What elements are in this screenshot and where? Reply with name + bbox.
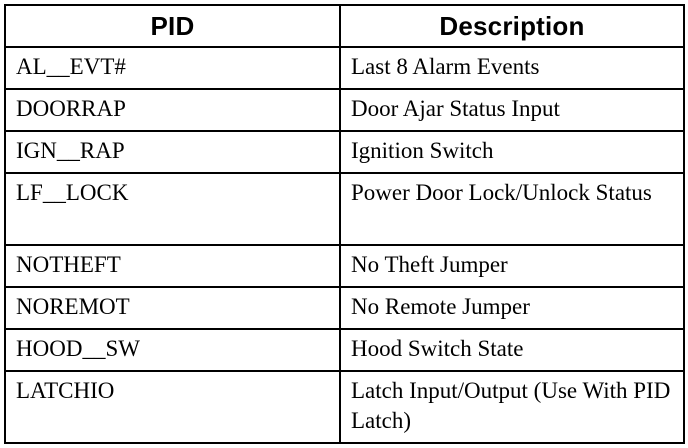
pid-description-table: [4, 4, 685, 444]
header-description: Description: [340, 5, 684, 47]
pid-cell: HOOD__SW: [5, 329, 340, 371]
pid-cell: LF__LOCK: [5, 173, 340, 245]
table-row: [5, 47, 684, 89]
pid-cell: AL__EVT#: [5, 47, 340, 89]
description-cell: Latch Input/Output (Use With PID Latch): [340, 371, 684, 443]
description-cell: Door Ajar Status Input: [340, 89, 684, 131]
description-cell: No Remote Jumper: [340, 287, 684, 329]
description-cell: No Theft Jumper: [340, 245, 684, 287]
description-cell: Power Door Lock/Unlock Status: [340, 173, 684, 245]
description-cell: Hood Switch State: [340, 329, 684, 371]
table-row: [5, 329, 684, 371]
pid-cell: NOTHEFT: [5, 245, 340, 287]
header-pid: PID: [5, 5, 340, 47]
header-row: [5, 5, 684, 47]
table-row: [5, 245, 684, 287]
pid-cell: NOREMOT: [5, 287, 340, 329]
pid-cell: DOORRAP: [5, 89, 340, 131]
table-row: [5, 89, 684, 131]
description-cell: Ignition Switch: [340, 131, 684, 173]
table-row: [5, 131, 684, 173]
pid-cell: IGN__RAP: [5, 131, 340, 173]
table-row: [5, 371, 684, 443]
description-cell: Last 8 Alarm Events: [340, 47, 684, 89]
table-row: [5, 287, 684, 329]
table-row: [5, 173, 684, 245]
pid-cell: LATCHIO: [5, 371, 340, 443]
